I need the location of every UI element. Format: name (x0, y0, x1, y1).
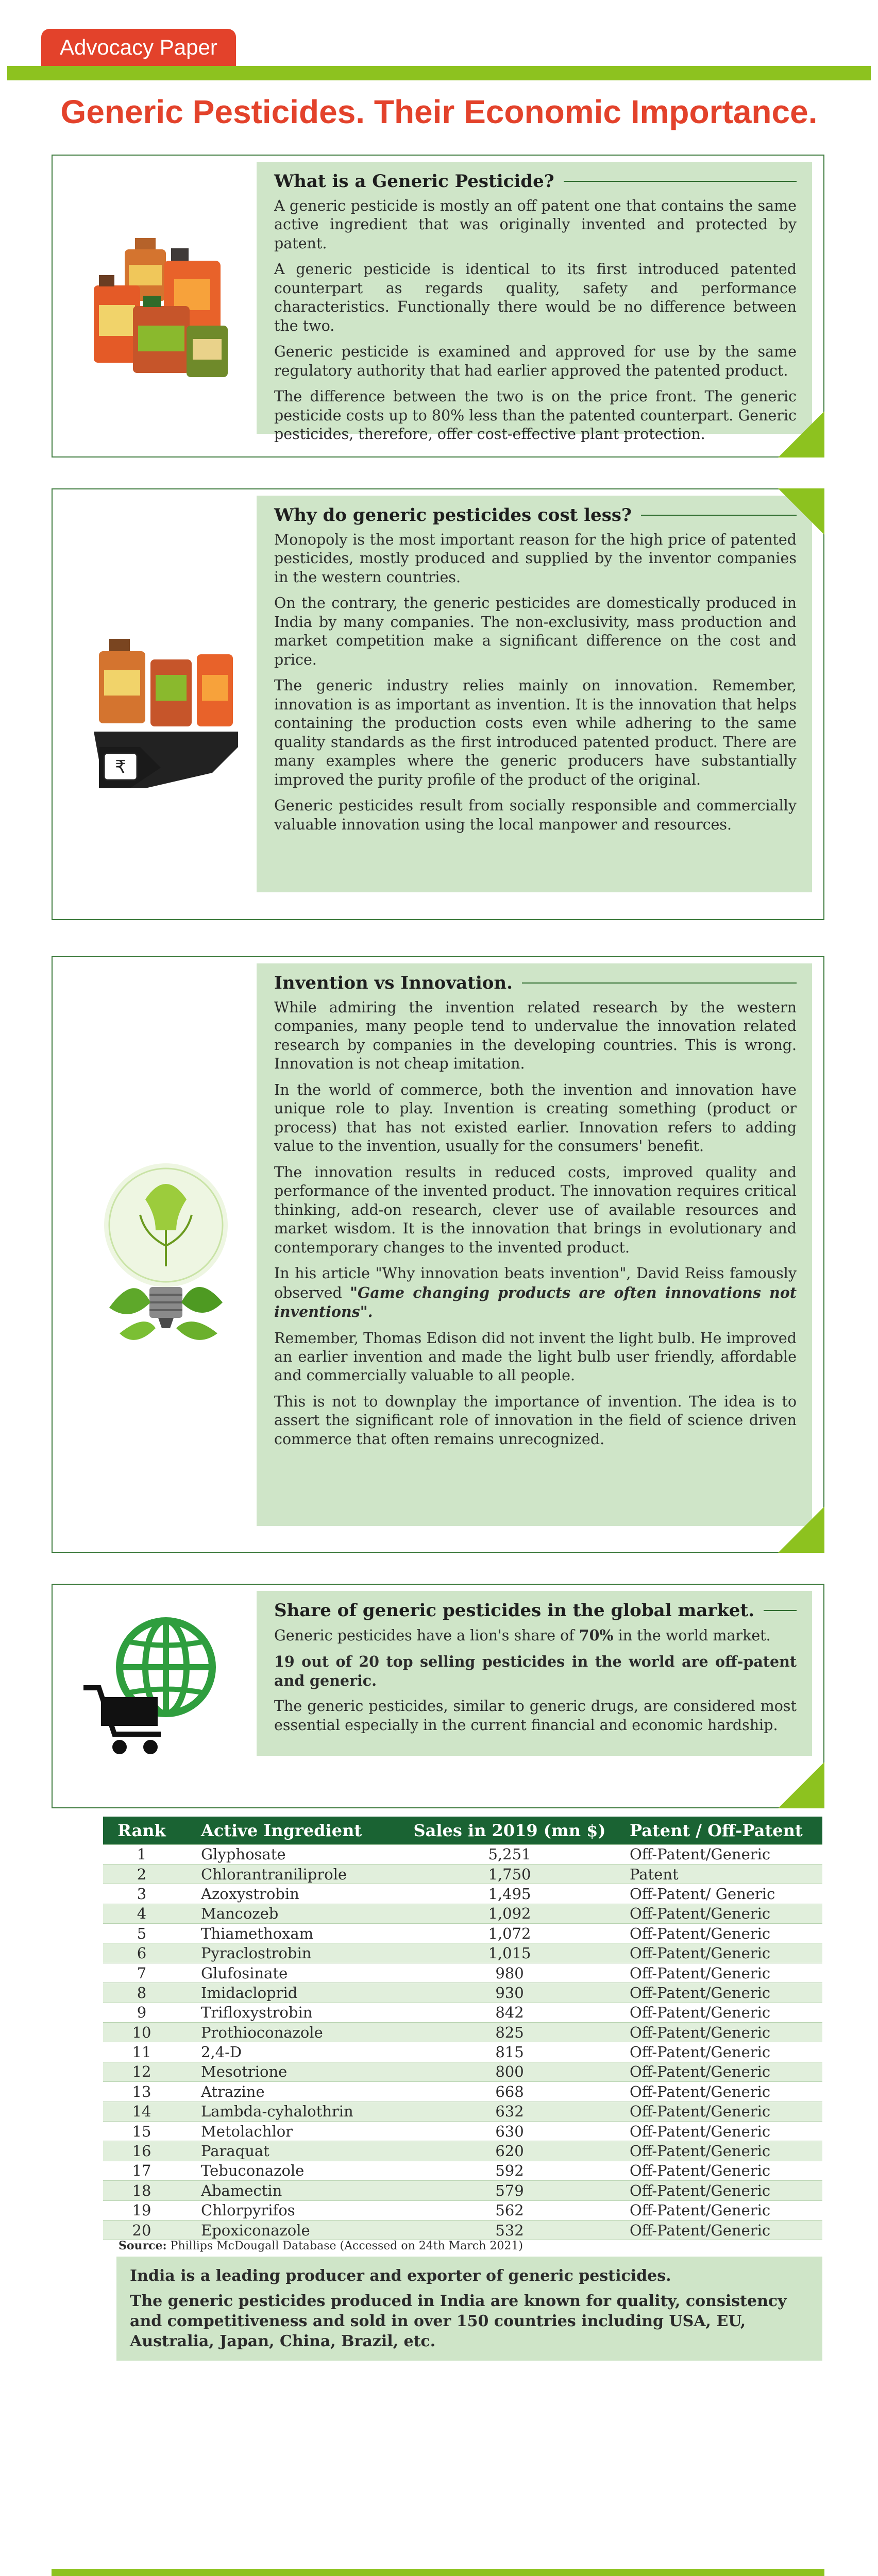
patent-status-cell: Off-Patent/Generic (621, 2102, 822, 2121)
ingredient-cell: Imidacloprid (180, 1983, 398, 2003)
sales-cell: 1,015 (398, 1943, 621, 1963)
ingredient-cell: Mesotrione (180, 2062, 398, 2081)
table-row (103, 2200, 822, 2220)
ingredient-cell: Chlorantraniliprole (180, 1864, 398, 1884)
column-header-sales: Sales in 2019 (mn $) (398, 1817, 621, 1844)
patent-status-cell: Off-Patent/Generic (621, 1983, 822, 2003)
patent-status-cell: Off-Patent/Generic (621, 2042, 822, 2062)
rank-cell: 6 (103, 1943, 180, 1963)
ingredient-cell: Metolachlor (180, 2121, 398, 2141)
table-row (103, 2161, 822, 2180)
sales-cell: 620 (398, 2141, 621, 2161)
rank-cell: 10 (103, 2023, 180, 2042)
table-row (103, 2141, 822, 2161)
invention-paragraph: The innovation results in reduced costs, improved quality and performance of the invented product. The innovation requires critical thinking, add-on research, clever use of available resources and market wisdom. It is the innovation that brings in evolutionary and contemporary changes to the invented product. (274, 1163, 797, 1256)
heading-rule (522, 982, 797, 984)
sales-cell: 800 (398, 2062, 621, 2081)
share-text-box (257, 1591, 812, 1756)
rank-cell: 7 (103, 1963, 180, 1982)
rank-cell: 11 (103, 2042, 180, 2062)
rank-cell: 13 (103, 2082, 180, 2102)
table-row (103, 1963, 822, 1982)
patent-status-cell: Off-Patent/Generic (621, 2181, 822, 2200)
table-row (103, 1844, 822, 1864)
pesticide-bottles-icon (83, 217, 238, 384)
table-row (103, 1904, 822, 1923)
heading-rule (764, 1610, 797, 1611)
ingredient-cell: Trifloxystrobin (180, 2003, 398, 2022)
why-paragraph: The generic industry relies mainly on innovation. Remember, innovation is as important as invention. It is the innovation that helps containing the production costs even while adhering to the same quality standards as the first introduced patented product. There are many examples where the generic producers have substantially improved the purity profile of the product of the original. (274, 677, 797, 788)
table-row (103, 2003, 822, 2022)
rank-cell: 17 (103, 2161, 180, 2180)
table-row (103, 2062, 822, 2081)
heading-rule (641, 515, 797, 516)
column-header-rank: Rank (103, 1817, 180, 1844)
rank-cell: 16 (103, 2141, 180, 2161)
table-row (103, 1864, 822, 1884)
table-row (103, 1983, 822, 2003)
table-row (103, 2181, 822, 2200)
sales-cell: 815 (398, 2042, 621, 2062)
rank-cell: 3 (103, 1884, 180, 1904)
patent-status-cell: Off-Patent/Generic (621, 2082, 822, 2102)
patent-status-cell: Off-Patent/Generic (621, 2062, 822, 2081)
india-paragraph: India is a leading producer and exporter of generic pesticides. (130, 2267, 671, 2285)
table-row (103, 1943, 822, 1963)
rank-cell: 1 (103, 1844, 180, 1864)
patent-status-cell: Patent (621, 1864, 822, 1884)
ingredient-cell: Tebuconazole (180, 2161, 398, 2180)
rank-cell: 12 (103, 2062, 180, 2081)
sales-cell: 668 (398, 2082, 621, 2102)
what-paragraph: A generic pesticide is mostly an off patent one that contains the same active ingredient that was originally invented and protected by patent. (274, 197, 797, 252)
why-paragraph: Generic pesticides result from socially responsible and commercially valuable innovation using the local manpower and resources. (274, 797, 797, 833)
sales-cell: 825 (398, 2023, 621, 2042)
india-producer-box (116, 2257, 822, 2361)
table-row (103, 2042, 822, 2062)
sales-cell: 579 (398, 2181, 621, 2200)
invention-paragraph: Remember, Thomas Edison did not invent the light bulb. He improved an earlier invention and made the light bulb user friendly, affordable and commercially valuable to all people. (274, 1329, 797, 1384)
advocacy-paper-tag: Advocacy Paper (41, 29, 236, 66)
light-bulb-icon (89, 1148, 243, 1377)
invention-paragraph: While admiring the invention related research by the western companies, many people tend to undervalue the innovation related research by companies in the developing countries. This is wrong. Innovation is not cheap imitation. (274, 999, 797, 1073)
patent-status-cell: Off-Patent/Generic (621, 2200, 822, 2220)
reiss-quote: "Game changing products are often innovations not inventions". (274, 1283, 797, 1321)
top-pesticides-table (103, 1817, 822, 2240)
patent-status-cell: Off-Patent/Generic (621, 2121, 822, 2141)
ingredient-cell: Chlorpyrifos (180, 2200, 398, 2220)
corner-triangle (778, 1762, 824, 1808)
rank-cell: 5 (103, 1924, 180, 1943)
sales-cell: 1,092 (398, 1904, 621, 1923)
table-header-row (103, 1817, 822, 1844)
what-paragraph: Generic pesticide is examined and approved for use by the same regulatory authority that had earlier approved the patented product. (274, 343, 797, 379)
table-row (103, 2121, 822, 2141)
heading-rule (564, 181, 797, 182)
page-title: Generic Pesticides. Their Economic Importance. (60, 93, 818, 130)
rank-cell: 2 (103, 1864, 180, 1884)
table-body (103, 1844, 822, 2240)
why-text-box (257, 496, 812, 892)
patent-status-cell: Off-Patent/Generic (621, 1924, 822, 1943)
table-row (103, 2023, 822, 2042)
what-text-box (257, 162, 812, 443)
share-heading: Share of generic pesticides in the global market. (274, 1600, 797, 1621)
share-paragraph-bold: 19 out of 20 top selling pesticides in the world are off-patent and generic. (274, 1653, 797, 1689)
rank-cell: 8 (103, 1983, 180, 2003)
sales-cell: 532 (398, 2220, 621, 2240)
sales-cell: 980 (398, 1963, 621, 1982)
patent-status-cell: Off-Patent/Generic (621, 2161, 822, 2180)
why-heading: Why do generic pesticides cost less? (274, 505, 797, 526)
sales-cell: 630 (398, 2121, 621, 2141)
ingredient-cell: Prothioconazole (180, 2023, 398, 2042)
hand-holding-bottles-icon (83, 618, 248, 806)
patent-status-cell: Off-Patent/Generic (621, 2220, 822, 2240)
ingredient-cell: Lambda-cyhalothrin (180, 2102, 398, 2121)
rank-cell: 15 (103, 2121, 180, 2141)
table-row (103, 2220, 822, 2240)
svg-text:₹: ₹ (115, 757, 126, 777)
section-what-is-generic (52, 155, 824, 457)
header-green-bar (7, 66, 871, 80)
invention-text-box (257, 963, 812, 1526)
ingredient-cell: Azoxystrobin (180, 1884, 398, 1904)
share-paragraph: The generic pesticides, similar to generic drugs, are considered most essential especially in the current financial and economic hardship. (274, 1698, 797, 1734)
column-header-ingredient: Active Ingredient (180, 1817, 398, 1844)
what-heading: What is a Generic Pesticide? (274, 171, 797, 192)
invention-paragraph: In the world of commerce, both the invention and innovation have unique role to play. Invention is creating something (product or process) that has not existed earlier. Innovation refers to adding value to the invention, usually for the consumers' benefit. (274, 1081, 797, 1155)
ingredient-cell: Epoxiconazole (180, 2220, 398, 2240)
invention-quote-paragraph: In his article "Why innovation beats invention", David Reiss famously observed "Game changing products are often innovations not inventions". (274, 1265, 797, 1321)
ingredient-cell: Abamectin (180, 2181, 398, 2200)
corner-triangle (778, 411, 824, 457)
sales-cell: 592 (398, 2161, 621, 2180)
patent-status-cell: Off-Patent/Generic (621, 2141, 822, 2161)
ingredient-cell: Pyraclostrobin (180, 1943, 398, 1963)
why-paragraph: On the contrary, the generic pesticides are domestically produced in India by many companies. The non-exclusivity, mass production and market competition make a significant difference on the cost and price. (274, 595, 797, 668)
table-row (103, 2102, 822, 2121)
ingredient-cell: Atrazine (180, 2082, 398, 2102)
share-percent: 70% (579, 1626, 614, 1644)
ingredient-cell: 2,4-D (180, 2042, 398, 2062)
why-paragraph: Monopoly is the most important reason for the high price of patented pesticides, mostly produced and supplied by the inventor companies in the western countries. (274, 531, 797, 586)
what-paragraph: A generic pesticide is identical to its first introduced patented counterpart as regards quality, safety and performance characteristics. Functionally there would be no difference between the two. (274, 261, 797, 334)
section-invention-vs-innovation (52, 956, 824, 1553)
corner-triangle (778, 1506, 824, 1553)
section-why-cost-less (52, 488, 824, 920)
sales-cell: 930 (398, 1983, 621, 2003)
patent-status-cell: Off-Patent/Generic (621, 1963, 822, 1982)
table-source-note: Source: Phillips McDougall Database (Accessed on 24th March 2021) (119, 2239, 523, 2252)
rank-cell: 14 (103, 2102, 180, 2121)
what-paragraph: The difference between the two is on the price front. The generic pesticide costs up to 80% less than the patented counterpart. Generic pesticides, therefore, offer cost-effective plant protection. (274, 388, 797, 443)
rank-cell: 18 (103, 2181, 180, 2200)
patent-status-cell: Off-Patent/Generic (621, 1943, 822, 1963)
sales-cell: 1,750 (398, 1864, 621, 1884)
table-row (103, 1924, 822, 1943)
section-global-share (52, 1584, 824, 1808)
invention-paragraph: This is not to downplay the importance of invention. The idea is to assert the significant role of innovation in the field of science driven commerce that often remains unrecognized. (274, 1393, 797, 1448)
corner-triangle (778, 488, 824, 535)
ingredient-cell: Glufosinate (180, 1963, 398, 1982)
share-paragraph: Generic pesticides have a lion's share of 70% in the world market. (274, 1626, 771, 1644)
invention-heading: Invention vs Innovation. (274, 973, 797, 993)
sales-cell: 632 (398, 2102, 621, 2121)
table-row (103, 2082, 822, 2102)
sales-cell: 562 (398, 2200, 621, 2220)
sales-cell: 1,072 (398, 1924, 621, 1943)
rank-cell: 20 (103, 2220, 180, 2240)
sales-cell: 842 (398, 2003, 621, 2022)
ingredient-cell: Mancozeb (180, 1904, 398, 1923)
patent-status-cell: Off-Patent/Generic (621, 1844, 822, 1864)
patent-status-cell: Off-Patent/Generic (621, 1904, 822, 1923)
sales-cell: 1,495 (398, 1884, 621, 1904)
rank-cell: 4 (103, 1904, 180, 1923)
rank-cell: 9 (103, 2003, 180, 2022)
sales-cell: 5,251 (398, 1844, 621, 1864)
column-header-patent: Patent / Off-Patent (621, 1817, 822, 1844)
table-row (103, 1884, 822, 1904)
patent-status-cell: Off-Patent/Generic (621, 2003, 822, 2022)
ingredient-cell: Paraquat (180, 2141, 398, 2161)
shopping-cart-globe-icon (78, 1611, 233, 1767)
ingredient-cell: Thiamethoxam (180, 1924, 398, 1943)
rank-cell: 19 (103, 2200, 180, 2220)
india-paragraph: The generic pesticides produced in India are known for quality, consistency and competitiveness and sold in over 150 countries including USA, EU, Australia, Japan, China, Brazil, etc. (130, 2292, 787, 2350)
section-economic-importance (52, 2569, 824, 2576)
patent-status-cell: Off-Patent/Generic (621, 2023, 822, 2042)
patent-status-cell: Off-Patent/ Generic (621, 1884, 822, 1904)
ingredient-cell: Glyphosate (180, 1844, 398, 1864)
